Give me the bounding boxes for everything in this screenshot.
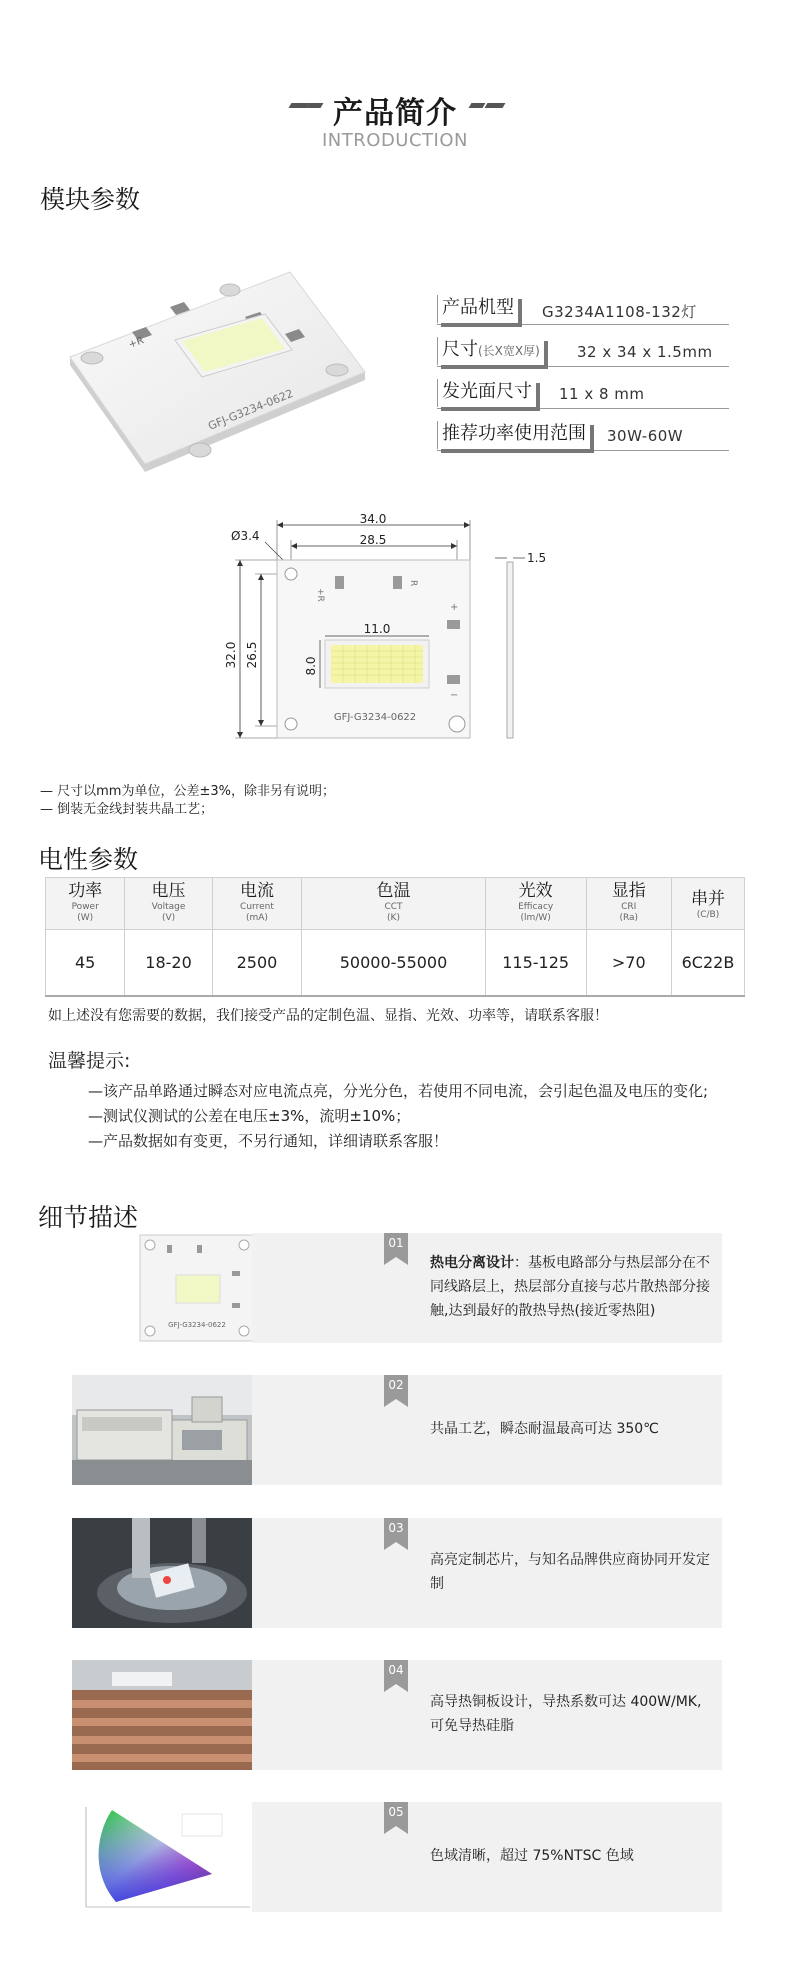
detail-image-marking: GFJ-G3234-0622 [168,1321,226,1329]
detail-section-title: 细节描述 [38,1203,139,1232]
detail-image-copper [72,1660,252,1770]
note-1: — 尺寸以mm为单位，公差±3%，除非另有说明； [40,784,335,799]
dim-height-inner: 26.5 [245,641,259,669]
cell-voltage: 18-20 [125,930,212,996]
detail-image-chip [72,1518,252,1628]
svg-text:+R: +R [127,335,146,351]
spec-label: 产品机型 [437,295,518,323]
badge-02 [384,1375,408,1407]
svg-text:−: − [450,690,459,701]
dim-led-height: 8.0 [304,656,318,676]
th-cri: 显指 CRI (Ra) [586,878,671,930]
table-header-row [46,878,745,930]
module-render-image [60,262,380,492]
detail-desc: ：基板电路部分与热层部分在不同线路层上，热层部分直接与芯片散热部分接触,达到最好的散热导热(接近零热阻) [430,1255,710,1319]
detail-image-factory [72,1375,252,1485]
badge-04 [384,1660,408,1692]
spec-label: 推荐功率使用范围 [437,421,590,449]
spec-label: 发光面尺寸 [437,379,536,407]
detail-text-05: 色域清晰，超过 75%NTSC 色域 [430,1848,634,1864]
spec-row-model [437,295,729,325]
detail-text-03: 高亮定制芯片，与知名品牌供应商协同开发定制 [430,1552,710,1592]
detail-image-gamut [72,1802,252,1912]
spec-row-size [437,337,729,367]
th-power: 功率 Power (W) [46,878,125,930]
page-subtitle: INTRODUCTION [322,130,468,151]
cell-cri: >70 [586,930,671,996]
page-title: 产品简介 [333,96,457,131]
spec-label-note: (长X宽X厚) [478,344,540,358]
dim-width-outer: 34.0 [359,512,387,526]
tip-2: —测试仪测试的公差在电压±3%，流明±10%； [88,1107,411,1125]
drawing-marking: GFJ-G3234-0622 [333,712,417,723]
th-config: 串并 (C/B) [671,878,744,930]
spec-row-emit-size [437,379,729,409]
cell-efficacy: 115-125 [485,930,586,996]
badge-number: 02 [388,1378,404,1392]
spec-value: 32 x 34 x 1.5mm [577,343,713,361]
detail-item-01 [72,1233,722,1343]
dim-width-inner: 28.5 [359,533,387,547]
electric-table [45,877,745,997]
title-dash-right-2 [485,103,506,108]
detail-item-05 [72,1802,722,1912]
spec-label-text: 尺寸 [442,339,478,360]
badge-number: 01 [388,1236,404,1250]
th-cct: 色温 CCT (K) [302,878,486,930]
badge-number: 04 [388,1663,404,1677]
th-efficacy: 光效 Efficacy (lm/W) [485,878,586,930]
detail-image-module [72,1233,252,1343]
tip-3: —产品数据如有变更，不另行通知，详细请联系客服！ [88,1132,449,1150]
dimension-drawing [225,510,565,755]
spec-row-power [437,421,729,451]
electric-section-title: 电性参数 [38,845,139,874]
dim-height-outer: 32.0 [225,641,238,669]
spec-label-size [437,337,544,365]
svg-text:+R: +R [315,588,325,602]
badge-number: 05 [388,1805,404,1819]
detail-item-04 [72,1660,722,1770]
th-current: 电流 Current (mA) [212,878,302,930]
spec-value: G3234A1108-132灯 [542,303,697,321]
module-section-title: 模块参数 [40,185,141,214]
detail-text-02: 共晶工艺，瞬态耐温最高可达 350℃ [430,1421,659,1437]
detail-item-03 [72,1518,722,1628]
cell-config: 6C22B [671,930,744,996]
title-dash-right-1 [469,103,486,108]
spec-value: 11 x 8 mm [559,385,645,403]
detail-text-04: 高导热铜板设计，导热系数可达 400W/MK,可免导热硅脂 [430,1694,702,1734]
detail-bold: 热电分离设计 [430,1255,514,1271]
note-2: — 倒装无金线封装共晶工艺； [40,802,214,817]
tips-title: 温馨提示: [48,1050,131,1072]
cell-current: 2500 [212,930,302,996]
svg-text:+: + [450,602,459,613]
badge-01 [384,1233,408,1265]
cell-cct: 50000-55000 [302,930,486,996]
badge-05 [384,1802,408,1834]
table-row [46,930,745,996]
svg-text:R: R [408,580,418,587]
header [0,88,790,132]
render-marking: GFJ-G3234-0622 [206,386,296,433]
badge-03 [384,1518,408,1550]
tip-1: —该产品单路通过瞬态对应电流点亮，分光分色，若使用不同电流，会引起色温及电压的变化; [88,1082,709,1100]
dim-hole: Ø3.4 [231,529,260,543]
detail-item-02 [72,1375,722,1485]
dim-thickness: 1.5 [527,551,547,565]
custom-note: 如上述没有您需要的数据，我们接受产品的定制色温、显指、光效、功率等，请联系客服！ [48,1008,608,1024]
spec-value: 30W-60W [607,427,684,445]
badge-number: 03 [388,1521,404,1535]
th-voltage: 电压 Voltage (V) [125,878,212,930]
dim-led-width: 11.0 [363,622,391,636]
cell-power: 45 [46,930,125,996]
detail-text-01 [430,1251,715,1323]
